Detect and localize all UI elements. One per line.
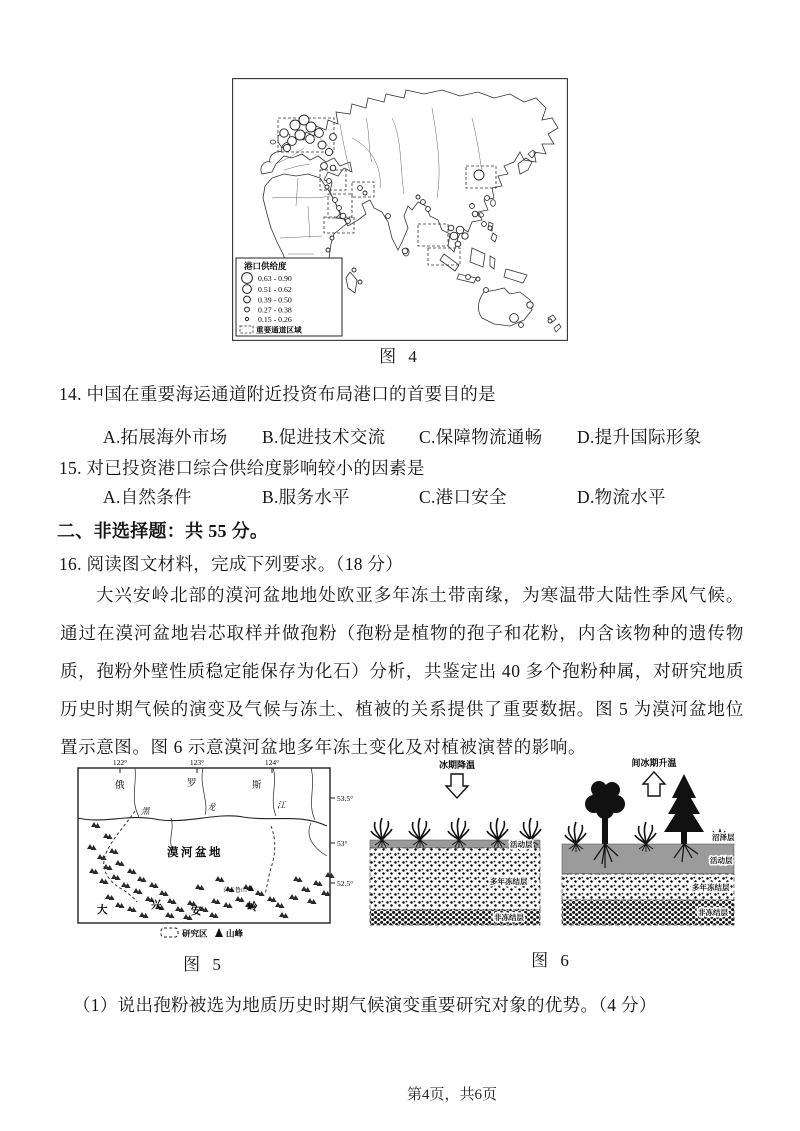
question-16-intro: 16. 阅读图文材料，完成下列要求。（18 分） [59,554,404,574]
legend-item-2: 0.39 - 0.50 [258,295,292,305]
q14-option-c: C.保障物流通畅 [419,427,543,447]
figure5-caption: 图 5 [183,955,225,974]
fig5-lat-535: 53.5° [337,794,354,803]
fig5-lon-123: 123° [189,758,205,767]
question-14-text: 14. 中国在重要海运通道附近投资布局港口的首要目的是 [59,384,496,404]
fig5-range-char-4: 岭 [247,902,258,913]
figure6-caption: 图 6 [531,951,573,970]
figure5-legend [161,928,244,939]
fig5-lon-124: 124° [264,758,280,767]
fig5-lon-122: 122° [112,758,128,767]
fig5-lat-525: 52.5° [337,879,354,888]
figure6-permafrost-diagram [362,756,742,938]
section2-header: 二、非选择题：共 55 分。 [57,521,269,541]
q15-option-b: B.服务水平 [262,487,350,507]
fig5-basin-label: 漠河盆地 [167,847,223,859]
question-14-options [0,424,800,450]
fig6-right-title: 间冰期升温 [631,758,677,768]
figure4-legend [236,258,342,336]
question-15-text: 15. 对已投资港口综合供给度影响较小的因素是 [59,458,425,478]
legend-item-0: 0.63 - 0.90 [258,274,292,283]
q15-option-d: D.物流水平 [577,487,666,507]
fig6-left-layer-permafrost: 多年冻结层 [490,877,528,886]
q14-option-a: A.拓展海外市场 [103,427,228,447]
fig5-river-char-2: 龙 [207,802,216,812]
fig5-legend-study-area: 研究区 [182,928,208,939]
legend-item-3: 0.27 - 0.38 [258,305,292,315]
figure4-legend-title: 港口供给度 [244,261,287,271]
fig5-range-char-3: 安 [191,906,202,917]
page-footer: 第4页，共6页 [407,1087,498,1103]
fig5-legend-peak-icon [215,928,223,937]
figure4-port-map [232,78,568,341]
legend-item-4: 0.15 - 0.26 [258,315,292,324]
fig6-left-title: 冰期降温 [438,760,476,770]
q14-option-b: B.促进技术交流 [262,427,386,447]
legend-item-1: 0.51 - 0.62 [258,285,292,294]
fig6-cooling-arrow-icon [446,774,468,798]
fig6-warming-arrow-icon [643,772,665,796]
fig5-peak-name: 白卡鲁山 [223,888,248,894]
fig6-right-layer-marsh: 沼泽层 [712,833,735,842]
figure5-location-map [75,756,360,946]
fig6-right-layer-active: 活动层 [710,856,733,865]
q15-option-c: C.港口安全 [419,487,507,507]
fig5-legend-peak-label: 山峰 [226,928,244,939]
q15-option-a: A.自然条件 [103,487,192,507]
fig5-country-char-1: 俄 [115,781,125,791]
fig5-range-char-1: 大 [97,905,108,916]
fig6-right-layer-permafrost: 多年冻结层 [692,883,730,892]
fig5-river-char-1: 黑 [141,806,150,816]
fig6-left-layer-unfrozen: 非冻结层 [494,913,524,922]
question-15-options [0,484,800,510]
fig5-lat-53: 53° [337,839,348,848]
figure4-caption: 图 4 [379,347,421,366]
question-16-material: 大兴安岭北部的漠河盆地地处欧亚多年冻土带南缘，为寒温带大陆性季风气候。通过在漠河盆地岩芯取样并做孢粉（孢粉是植物的孢子和花粉，内含该物种的遗传物质，孢粉外壁性质稳定能保存为化石）分析，共鉴定出 40 多个孢粉种属，对研究地质历史时期气候的演变及气候与冻土、植被的关系提供了重要数据。图 5 为漠河盆地位置示意图。图 6 示意漠河盆地多年冻土变化及对植被演替的影响。 [60,585,744,757]
q14-option-d: D.提升国际形象 [577,427,702,447]
fig6-right-layer-unfrozen: 非冻结层 [698,908,728,917]
legend-channel-label: 重要通道区域 [256,325,302,335]
fig6-left-layer-active: 活动层 [510,840,533,849]
fig5-range-char-2: 兴 [151,900,162,911]
question-16-sub1: （1）说出孢粉被选为地质历史时期气候演变重要研究对象的优势。（4 分） [73,995,657,1015]
fig5-country-char-2: 罗 [187,779,197,789]
fig5-river-char-3: 江 [277,800,286,810]
fig5-country-char-3: 斯 [252,781,262,791]
